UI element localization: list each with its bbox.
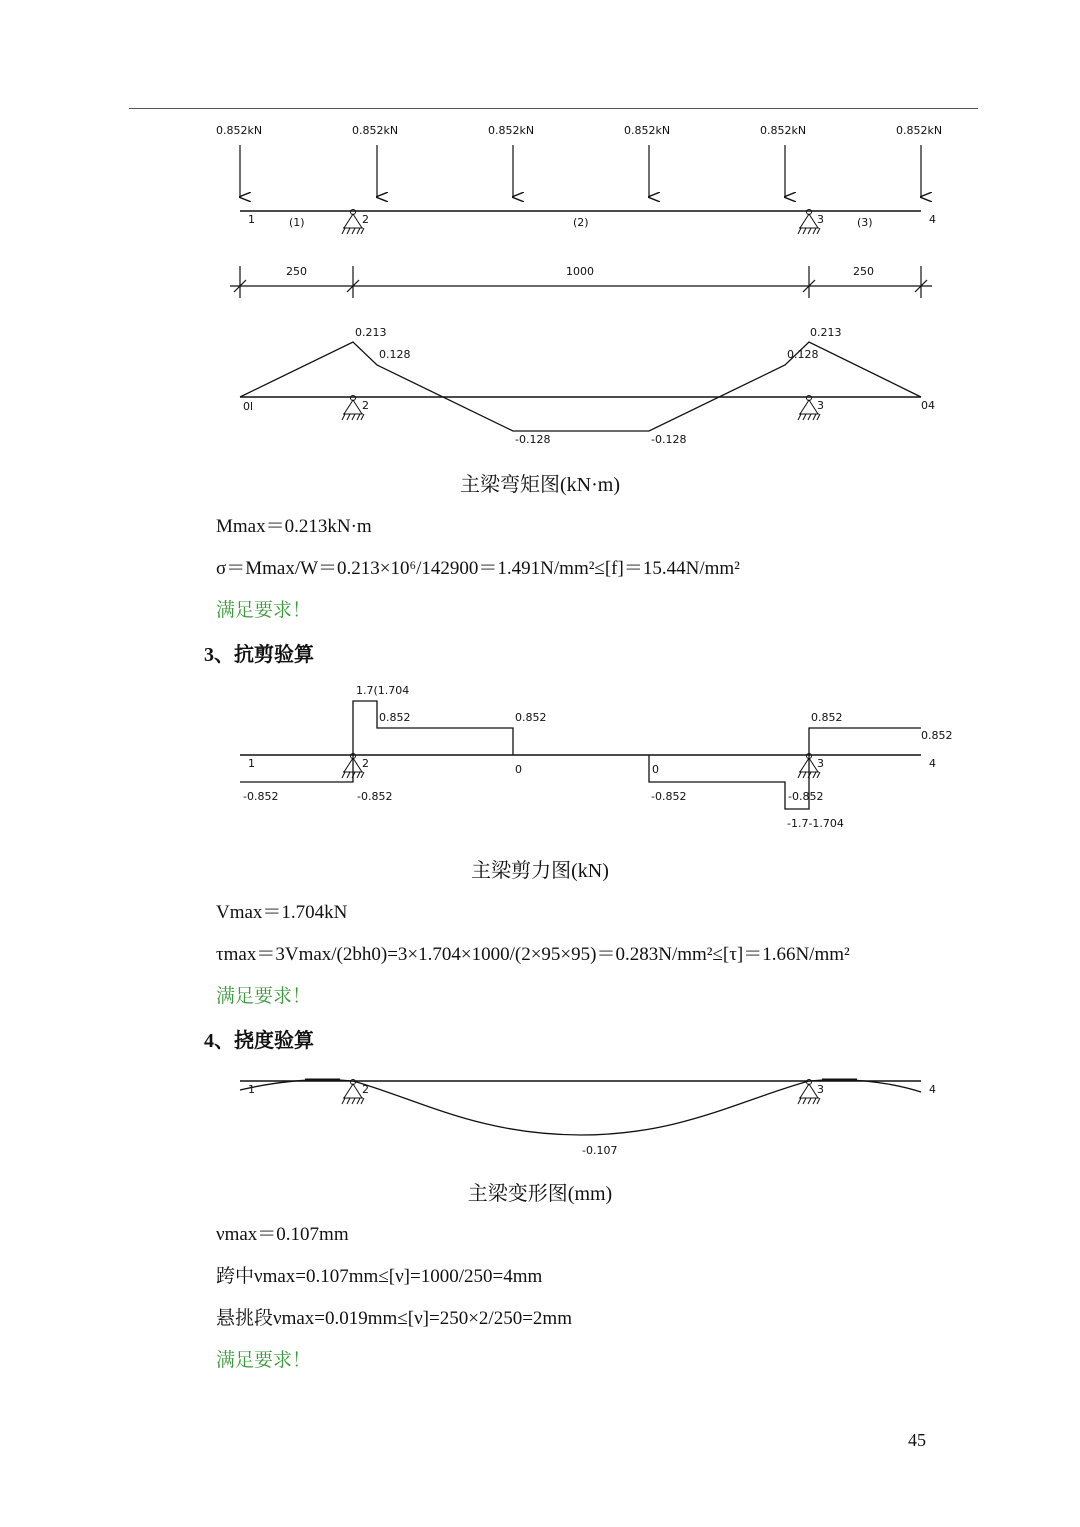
dimension-label: 250 — [286, 265, 307, 278]
ok-text: 满足要求！ — [216, 1350, 312, 1371]
member-label: (3) — [857, 216, 873, 229]
dimension-label: 250 — [853, 265, 874, 278]
sigma-line: σ＝Mmax/W＝0.213×10⁶/142900＝1.491N/mm²≤[f]＝15.44N/mm² — [216, 558, 740, 579]
node-label: 4 — [929, 1083, 936, 1096]
moment-label: 04 — [921, 399, 935, 412]
member-label: (2) — [573, 216, 589, 229]
load-label: 0.852kN — [352, 124, 399, 137]
shear-label: -0.852 — [651, 790, 687, 803]
node-label: 2 — [362, 399, 369, 412]
shear-label: -1.7-1.704 — [787, 817, 844, 830]
shear-curve — [240, 701, 513, 782]
midspan-line: 跨中νmax=0.107mm≤[ν]=1000/250=4mm — [216, 1266, 543, 1287]
node-label: 2 — [362, 757, 369, 770]
shear-label: 1.7(1.704 — [356, 684, 410, 697]
shear-caption: 主梁剪力图(kN) — [471, 860, 609, 882]
shear-label: -0.852 — [788, 790, 824, 803]
tau-line: τmax＝3Vmax/(2bh0)=3×1.704×1000/(2×95×95)＝0.283N/mm²≤[τ]＝1.66N/mm² — [216, 944, 850, 965]
node-label: 4 — [929, 213, 936, 226]
node-label: 4 — [929, 757, 936, 770]
load-arrows — [240, 145, 921, 197]
ok-text: 满足要求！ — [216, 600, 312, 621]
section-heading: 4、挠度验算 — [204, 1030, 314, 1052]
dimension-label: 1000 — [566, 265, 594, 278]
moment-label: -0.128 — [515, 433, 551, 446]
moment-label: 0.213 — [355, 326, 387, 339]
load-label: 0.852kN — [488, 124, 535, 137]
header-rule — [129, 108, 978, 109]
load-label: 0.852kN — [624, 124, 671, 137]
moment-label: 0.213 — [810, 326, 842, 339]
load-label: 0.852kN — [896, 124, 943, 137]
node-label: 3 — [817, 213, 824, 226]
deflection-vmax-line: νmax＝0.107mm — [216, 1224, 349, 1245]
shear-label: 0.852 — [921, 729, 953, 742]
load-label: 0.852kN — [760, 124, 807, 137]
shear-label: 0.852 — [811, 711, 843, 724]
moment-diagram — [0, 320, 1080, 450]
support-icon — [342, 210, 364, 235]
mmax-line: Mmax＝0.213kN·m — [216, 516, 372, 537]
shear-label: -0.852 — [243, 790, 279, 803]
deflection-diagram — [0, 1065, 1080, 1160]
node-label: 1 — [248, 1083, 255, 1096]
node-label: 3 — [817, 399, 824, 412]
moment-curve — [240, 342, 921, 431]
page-number: 45 — [908, 1430, 926, 1450]
deflection-label: -0.107 — [582, 1144, 618, 1157]
moment-label: 0.128 — [787, 348, 819, 361]
vmax-line: Vmax＝1.704kN — [216, 902, 348, 923]
shear-label: -0.852 — [357, 790, 393, 803]
deflection-caption: 主梁变形图(mm) — [467, 1183, 613, 1205]
cantilever-line: 悬挑段νmax=0.019mm≤[ν]=250×2/250=2mm — [216, 1308, 572, 1329]
moment-label: -0.128 — [651, 433, 687, 446]
shear-diagram — [0, 680, 1080, 830]
support-icon — [342, 396, 364, 421]
moment-label: 0l — [243, 400, 254, 413]
node-label: 2 — [362, 1083, 369, 1096]
node-label: 1 — [248, 757, 255, 770]
section-heading: 3、抗剪验算 — [204, 644, 314, 666]
node-label: 2 — [362, 213, 369, 226]
node-label: 1 — [248, 213, 255, 226]
node-label: 3 — [817, 1083, 824, 1096]
shear-curve — [649, 728, 921, 809]
load-diagram — [0, 115, 1080, 305]
shear-label: 0 — [515, 763, 522, 776]
shear-label: 0.852 — [379, 711, 411, 724]
load-label: 0.852kN — [216, 124, 263, 137]
member-label: (1) — [289, 216, 305, 229]
moment-caption: 主梁弯矩图(kN·m) — [460, 474, 620, 496]
shear-label: 0 — [652, 763, 659, 776]
moment-label: 0.128 — [379, 348, 411, 361]
ok-text: 满足要求！ — [216, 986, 312, 1007]
shear-label: 0.852 — [515, 711, 547, 724]
node-label: 3 — [817, 757, 824, 770]
